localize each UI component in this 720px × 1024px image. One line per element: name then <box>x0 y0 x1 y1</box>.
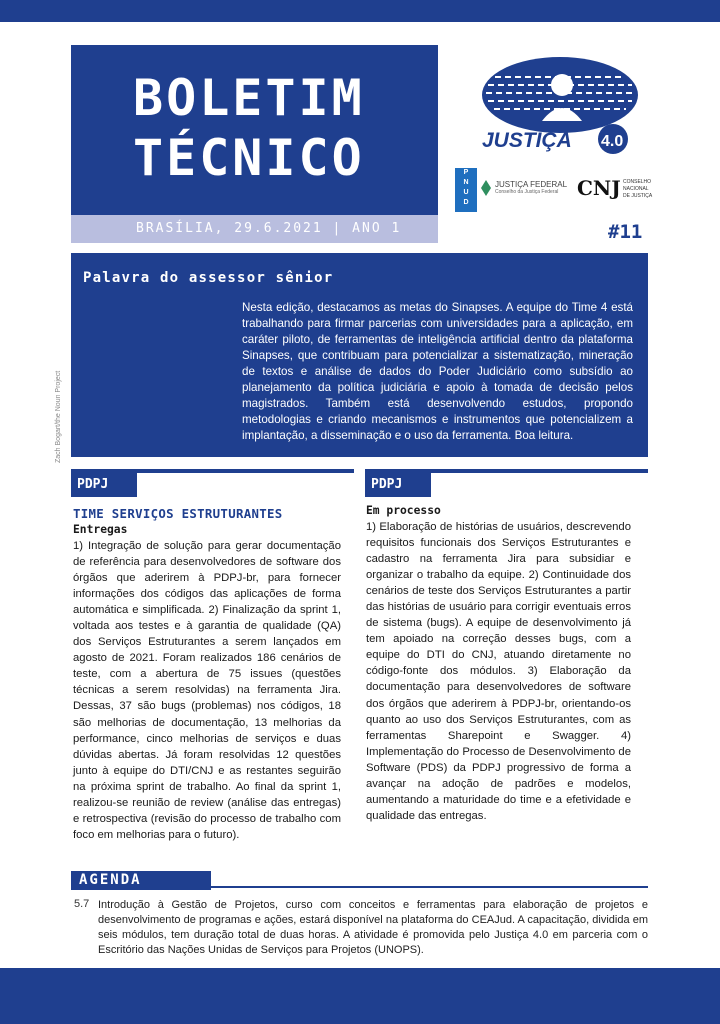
pnud-letter: D <box>463 199 469 206</box>
image-credit: Zach Bogart/the Noun Project <box>55 370 62 463</box>
left-section-tab: PDPJ <box>71 473 137 497</box>
left-section-header <box>71 469 354 497</box>
top-bar <box>0 0 720 22</box>
bottom-bar <box>0 968 720 1024</box>
issue-number: #11 <box>608 221 643 243</box>
justica-logo <box>480 55 640 155</box>
cnj-logo: CNJ <box>577 176 621 200</box>
assessor-panel <box>71 253 648 457</box>
right-subheading: Em processo <box>366 504 441 517</box>
right-body: 1) Elaboração de histórias de usuários, descrevendo requisitos funcionais dos Serviços Estruturantes e cadastro na ferramenta Jira para subsidiar e organizar o trabalho da equipe. 2) Continuidade dos cenários de teste dos Serviços Estruturantes a partir das histórias de usuário para corrigir eventuais erros de sistema (bugs). A equipe de desenvolvimento já tem apoiado na correção desses bugs, com a equipe do DTI do CNJ, atuando diretamente no código-fonte dos módulos. 3) Elaboração da documentação para desenvolvedores de software dos órgãos que aderirem à PDPJ-br, orientando-os quanto ao uso dos Serviços Estruturantes, com as ferramentas Sharepoint e Swagger. 4) Implementação do Processo de Desenvolvimento de Software (PDS) da PDPJ progressivo de forma a avançar na adoção de padrões e modelos, aumentando a maturidade do time e a efetividade e qualidade das entregas. <box>366 521 631 822</box>
pnud-letter: U <box>463 189 469 196</box>
jf-emblem-icon <box>481 180 491 196</box>
right-column <box>366 503 631 824</box>
justica-version: 4.0 <box>601 133 624 150</box>
title-line-1: BOLETIM <box>133 69 365 127</box>
agenda-date: 5.7 <box>74 898 90 910</box>
left-subheading: Entregas <box>73 523 128 536</box>
jf-sub: Conselho da Justiça Federal <box>495 189 559 195</box>
partner-logos <box>455 168 665 214</box>
assessor-title: Palavra do assessor sênior <box>83 270 334 286</box>
jf-name: JUSTIÇA FEDERAL <box>495 180 568 189</box>
left-body: 1) Integração de solução para gerar documentação de referência para desenvolvedores de software dos órgãos que aderirem à PDPJ-br, para fornecer informações dos códigos das aplicações de forma automática e simplificada. 2) Finalização da sprint 1, voltada aos testes e à garantia de qualidade (QA) dos Serviços Estruturantes a serem lançados em agosto de 2021. Foram realizados 186 cenários de teste, com a abertura de 75 issues (questões técnicas a serem resolvidas) na ferramenta Jira. Dessas, 37 são bugs (problemas) nos códigos, 18 são melhorias de documentação, 13 melhorias da performance, cinco melhorias de serviços e duas dúvidas abertas. Já foram resolvidas 12 questões junto à equipe do DTI/CNJ e as restantes seguirão na próxima sprint de trabalho. Ao final da sprint 1, realizou-se reunião de review (análise das entregas) e retrospectiva (revisão do processo de trabalho com foco em melhorias para o futuro). <box>73 540 341 841</box>
title-box <box>71 45 438 215</box>
cnj-sub-line: NACIONAL <box>623 186 649 192</box>
cnj-subtitle <box>623 179 652 200</box>
title-line-2: TÉCNICO <box>133 129 365 187</box>
assessor-text: Nesta edição, destacamos as metas do Sinapses. A equipe do Time 4 está trabalhando para firmar parcerias com universidades para a aplicação, em caráter piloto, de ferramentas de inteligência artificial dentro da plataforma Sinapses, que contribuam para potencializar a sistematização, mineração de textos e análise de dados do Poder Judiciário como subsídio ao planejamento da política judiciária e apoio à tomada de decisão pelos magistrados. Também está desenvolvendo estudos, propondo metodologias e criando mecanismos e instrumentos que potencializem a implantação, a disseminação e o uso da ferramenta. Boa leitura. <box>242 301 633 442</box>
pnud-logo <box>455 168 477 212</box>
left-heading: TIME SERVIÇOS ESTRUTURANTES <box>73 506 283 521</box>
agenda-tab: AGENDA <box>71 871 211 890</box>
right-section-tab: PDPJ <box>365 473 431 497</box>
right-section-header <box>365 469 648 497</box>
pnud-letter: P <box>463 169 469 176</box>
justica-label: JUSTIÇA <box>482 129 572 152</box>
cnj-sub-line: CONSELHO <box>623 179 652 185</box>
cnj-sub-line: DE JUSTIÇA <box>623 193 653 199</box>
left-column <box>73 506 341 843</box>
pnud-letter: N <box>463 179 469 186</box>
dateline: BRASÍLIA, 29.6.2021 | ANO 1 <box>71 215 438 243</box>
agenda-text: Introdução à Gestão de Projetos, curso com conceitos e ferramentas para elaboração de projetos e desenvolvimento de programas e ações, estará disponível na plataforma do CEAJud. A capacitação, dividida em seis módulos, tem duração total de duas horas. A atividade é promovida pelo Justiça 4.0 em parceria com o Escritório das Nações Unidas de Serviços para Projetos (UNOPS). <box>98 899 648 956</box>
jf-logo <box>495 180 567 195</box>
